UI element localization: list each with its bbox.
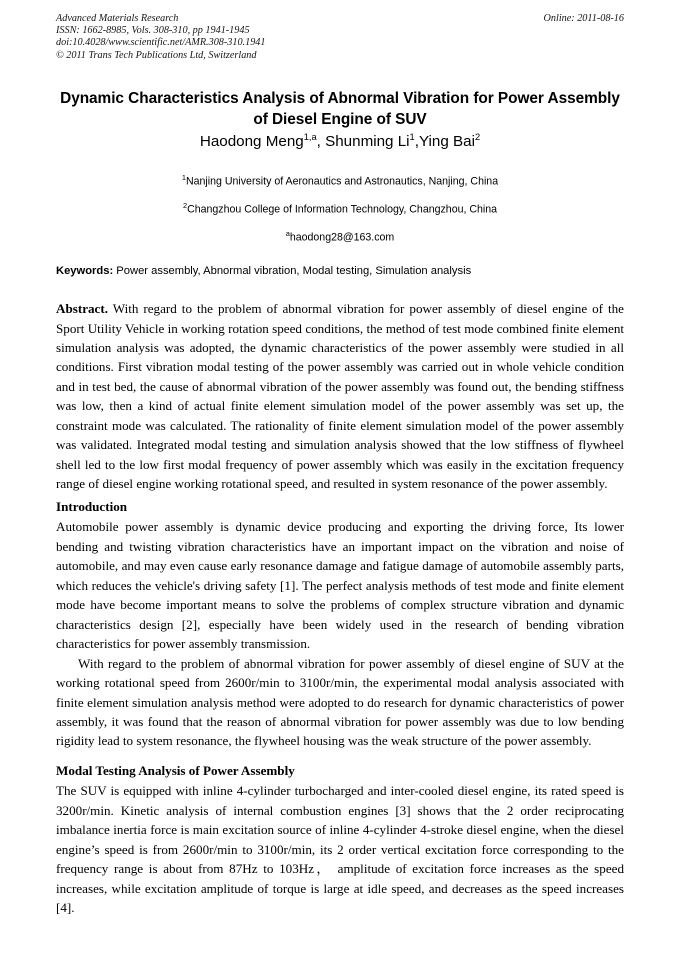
section-introduction-paragraph-2: With regard to the problem of abnormal vibration for power assembly of diesel engine of SUV at the working rotational speed from 2600r/min to 3100r/min, the experimental modal analysis associated with finite element simulation analysis method were adopted to do research for dynamic characteristics of power assembly, it was found that the reason of abnormal vibration for power assembly was due to low bending rigidity lead to system resonance, the flywheel housing was the weak structure of the power assembly. <box>56 655 624 749</box>
abstract-text: With regard to the problem of abnormal vibration for power assembly of diesel engine of the Sport Utility Vehicle in working rotation speed conditions, the method of test mode combined finite element simulation analysis was adopted, the dynamic characteristics of the power assembly were studied in all conditions. First vibration modal testing of the power assembly was carried out in whole vehicle condition and in test bed, the cause of abnormal vibration of the power assembly was found out, the bending stiffness was low, then a kind of actual finite element simulation model of the power assembly was set up, the constraint mode was calculated. The rationality of finite element simulation model of the power assembly was validated. Integrated modal testing and simulation analysis showed that the low stiffness of flywheel shell led to the low first modal frequency of power assembly which was easily in the excitation frequency range of diesel engine working rotational speed, and resulted in system resonance of the power assembly. <box>56 301 624 492</box>
masthead-copyright: © 2011 Trans Tech Publications Ltd, Switzerland <box>56 49 257 61</box>
author-2-affiliation-marker: 1 <box>409 132 415 142</box>
section-modal-testing-heading: Modal Testing Analysis of Power Assembly <box>56 763 295 778</box>
email-text: haodong28@163.com <box>289 231 395 244</box>
masthead-issn: ISSN: 1662-8985, Vols. 308-310, pp 1941-1945 <box>56 25 250 37</box>
section-introduction-heading: Introduction <box>56 499 128 514</box>
masthead-journal-row <box>56 13 624 25</box>
author-1-affiliation-marker: 1,a <box>303 132 317 142</box>
section-introduction-paragraph-1: Automobile power assembly is dynamic device producing and exporting the driving force, Its lower bending and twisting vibration characteristics have an important impact on the vibration and noise of automobile, and may even cause early resonance damage and fatigue damage of automobile assembly parts, which reduces the vehicle's driving safety [1]. The perfect analysis methods of test mode and finite element mode have become important means to solve the problems of complex structure vibration and dynamic characteristics design [2], especially have been widely used in the research of bending vibration characteristics for power assembly transmission. <box>56 519 624 652</box>
page-title <box>60 89 620 130</box>
affiliation-2-text: Changzhou College of Information Technology, Changzhou, China <box>187 203 498 216</box>
keywords-label: Keywords: <box>56 265 114 278</box>
masthead <box>56 13 624 62</box>
affiliation-1-marker: 1 <box>181 173 186 182</box>
section-modal-testing-paragraph-1: The SUV is equipped with inline 4-cylinder turbocharged and inter-cooled diesel engine, its rated speed is 3200r/min. Kinetic analysis of internal combustion engines [3] shows that the 2 order reciprocating imbalance inertia force is main excitation source of inline 4-cylinder 4-stroke diesel engine, when the diesel engine’s speed is from 2600r/min to 3100r/min, its 2 order vertical excitation force corresponding to the frequency range is about from 87Hz to 103Hz， amplitude of excitation force increases as the speed increases, while excitation amplitude of torque is large at idle speed, and decreases as the speed increases [4]. <box>56 783 624 916</box>
affiliation-2 <box>60 194 620 222</box>
abstract-block <box>56 299 624 494</box>
title-line-1: Dynamic Characteristics Analysis of Abnormal Vibration for Power <box>60 90 544 108</box>
section-modal-testing <box>56 761 624 918</box>
email-marker: a <box>285 229 290 239</box>
abstract-label: Abstract. <box>56 301 108 317</box>
author-3-name: Ying Bai <box>418 133 475 150</box>
affiliation-list <box>60 166 620 250</box>
author-3-affiliation-marker: 2 <box>474 132 481 142</box>
keywords-line <box>56 264 624 278</box>
affiliation-1-text: Nanjing University of Aeronautics and Astronautics, Nanjing, China <box>186 175 499 188</box>
author-list <box>60 127 620 152</box>
author-separator-2: , <box>414 133 419 150</box>
keywords-text: Power assembly, Abnormal vibration, Modal testing, Simulation analysis <box>113 265 472 278</box>
section-introduction <box>56 497 624 751</box>
affiliation-1 <box>60 166 620 194</box>
online-date: Online: 2011-08-16 <box>543 13 624 24</box>
journal-title: Advanced Materials Research <box>56 13 179 24</box>
author-separator-1: , <box>316 133 326 150</box>
masthead-doi: doi:10.4028/www.scientific.net/AMR.308-310.1941 <box>56 37 266 49</box>
author-2-name: Shunming Li <box>325 133 410 150</box>
author-1-name: Haodong Meng <box>199 133 304 150</box>
title-line-2: Assembly of Diesel Engine of SUV <box>253 90 620 128</box>
affiliation-2-marker: 2 <box>182 201 188 211</box>
corresponding-email <box>60 222 620 250</box>
